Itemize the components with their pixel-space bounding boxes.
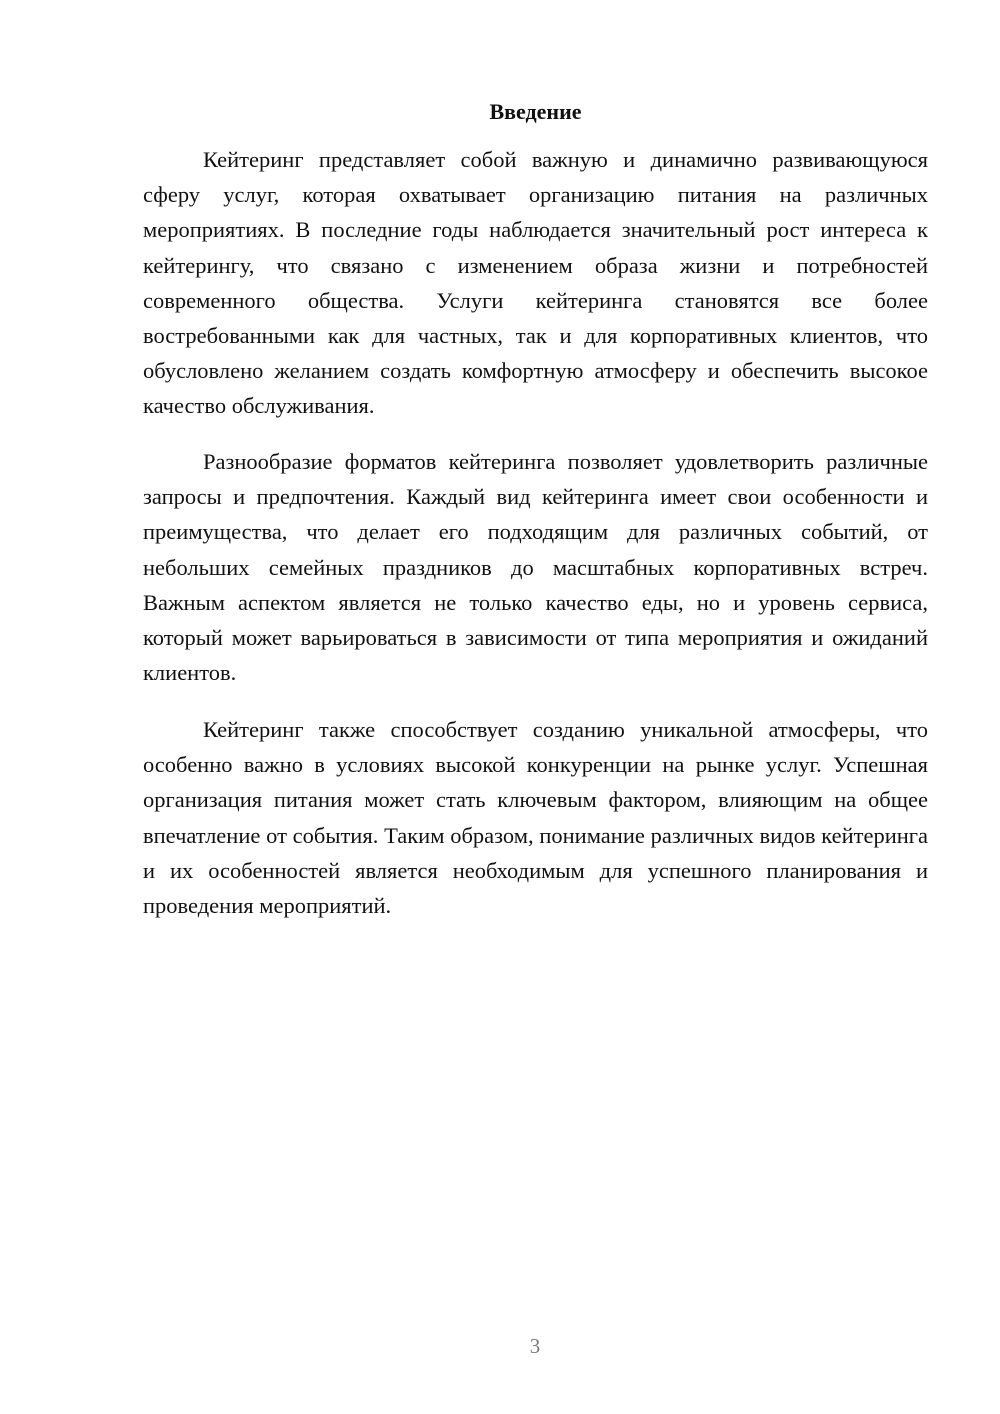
section-heading: Введение [489, 99, 582, 124]
paragraph-2: Разнообразие форматов кейтеринга позволяет удовлетворить различные запросы и предпочтения. Каждый вид кейтеринга имеет свои особенности и преимущества, что делает его подходящим для различных событий, от небольших семейных праздников до масштабных корпоративных встреч. Важным аспектом является не только качество еды, но и уровень сервиса, который может варьироваться в зависимости от типа мероприятия и ожиданий клиентов. [143, 449, 928, 686]
paragraph-1: Кейтеринг представляет собой важную и динамично развивающуюся сферу услуг, которая охватывает организацию питания на различных мероприятиях. В последние годы наблюдается значительный рост интереса к кейтерингу, что связано с изменением образа жизни и потребностей современного общества. Услуги кейтеринга становятся все более востребованными как для частных, так и для корпоративных клиентов, что обусловлено желанием создать комфортную атмосферу и обеспечить высокое качество обслуживания. [143, 147, 928, 419]
page-number: 3 [529, 1334, 541, 1358]
paragraph-3: Кейтеринг также способствует созданию уникальной атмосферы, что особенно важно в условиях высокой конкуренции на рынке услуг. Успешная организация питания может стать ключевым фактором, влияющим на общее впечатление от события. Таким образом, понимание различных видов кейтеринга и их особенностей является необходимым для успешного планирования и проведения мероприятий. [143, 717, 928, 919]
